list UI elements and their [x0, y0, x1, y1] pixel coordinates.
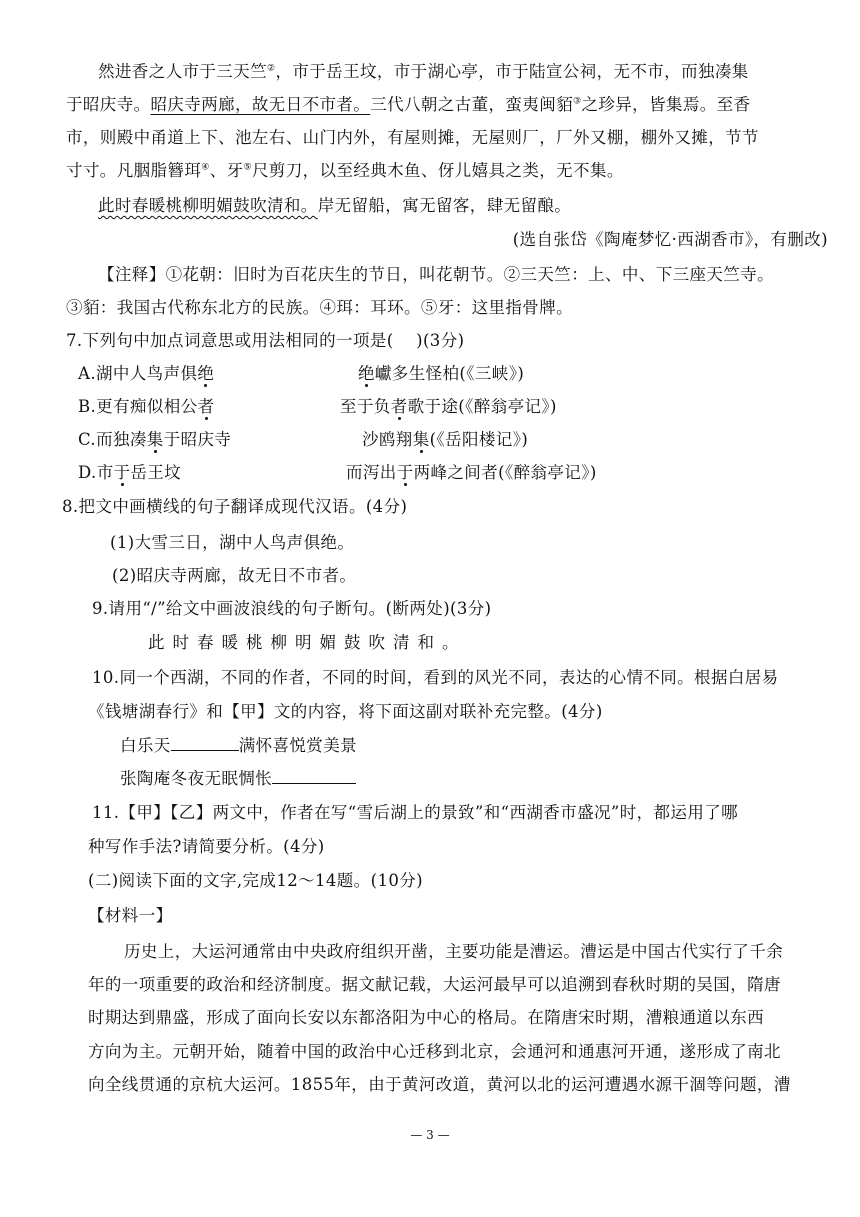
dotted-word: 于 [396, 463, 414, 482]
q7-option-b [78, 395, 214, 419]
passage-text: 岸无留船，寓无留客，肆无留酿。 [317, 196, 572, 215]
option-text: 巘多生怪柏(《三峡》) [374, 364, 525, 383]
passage-line-5 [98, 194, 571, 218]
option-text: 市 [96, 463, 114, 482]
material-para-line-5: 向全线贯通的京杭大运河。1855年，由于黄河改道，黄河以北的运河遭遇水源干涸等问题，漕 [88, 1075, 791, 1094]
couplet-text: 白乐天 [120, 736, 171, 755]
note-marker: ⑤ [243, 162, 252, 173]
passage-line-2 [66, 93, 750, 117]
passage-text: 寸寸。凡胭脂簪珥 [66, 161, 202, 180]
option-text: 两峰之间者(《醉翁亭记》) [413, 463, 597, 482]
dotted-word: 者 [390, 397, 408, 416]
answer-blank[interactable] [171, 734, 239, 751]
question-7-stem: 7.下列句中加点词意思或用法相同的一项是( )(3分) [66, 331, 465, 350]
dotted-word: 集 [146, 430, 164, 449]
question-8-stem: 8.把文中画横线的句子翻译成现代汉语。(4分) [62, 497, 408, 516]
couplet-line-2 [120, 767, 356, 791]
passage-line-4 [66, 159, 624, 183]
option-text: 而独凑 [96, 430, 147, 449]
question-11-stem-2: 种写作手法?请简要分析。(4分) [88, 837, 325, 856]
annotation-line-1: 【注释】①花朝：旧时为百花庆生的节日，叫花朝节。②三天竺：上、中、下三座天竺寺。 [98, 265, 774, 284]
note-marker: ② [267, 63, 276, 74]
question-11-stem-1: 11.【甲】【乙】两文中，作者在写“雪后湖上的景致”和“西湖香市盛况”时，都运用了哪 [92, 803, 739, 822]
passage-text: 尺剪刀，以至经典木鱼、伢儿嬉具之类，无不集。 [251, 161, 624, 180]
option-label: D. [78, 463, 97, 482]
q8-sentence-2: (2)昭庆寺两廊，故无日不市者。 [112, 566, 357, 585]
material-para-line-3: 时期达到鼎盛，形成了面向长安以东都洛阳为中心的格局。在隋唐宋时期，漕粮通道以东西 [88, 1008, 764, 1027]
question-10-stem-1: 10.同一个西湖，不同的作者，不同的时间，看到的风光不同，表达的心情不同。根据白居易 [92, 668, 779, 687]
answer-blank[interactable] [272, 767, 356, 784]
dotted-word: 者 [197, 397, 215, 416]
q7-option-d [78, 461, 181, 485]
page-number: — 3 — [410, 1128, 450, 1142]
option-label: C. [78, 430, 97, 449]
dotted-word: 绝 [358, 364, 375, 383]
question-9-stem: 9.请用“/”给文中画波浪线的句子断句。(断两处)(3分) [92, 599, 492, 618]
option-text: 而泻出 [346, 463, 397, 482]
material-1-heading: 【材料一】 [88, 906, 173, 925]
passage-text: ，市于岳王坟，市于湖心亭，市于陆宣公祠，无不市，而独凑集 [275, 62, 749, 81]
couplet-text: 张陶庵冬夜无眠惆怅 [120, 769, 273, 788]
material-para-line-2: 年的一项重要的政治和经济制度。据文献记载，大运河最早可以追溯到春秋时期的吴国，隋唐 [88, 975, 781, 994]
q7-option-c-compare [362, 428, 528, 452]
dotted-word: 集 [412, 430, 430, 449]
q7-option-d-compare [346, 461, 597, 485]
passage-line-1 [98, 60, 749, 84]
option-text: 至于负 [340, 397, 391, 416]
option-text: 歌于途(《醉翁亭记》) [407, 397, 557, 416]
note-marker: ④ [201, 162, 210, 173]
material-para-line-4: 方向为主。元朝开始，随着中国的政治中心迁移到北京，会通河和通惠河开通，遂形成了南北 [88, 1042, 781, 1061]
passage-source: (选自张岱《陶庵梦忆·西湖香市》，有删改) [512, 230, 828, 249]
material-para-line-1: 历史上，大运河通常由中央政府组织开凿，主要功能是漕运。漕运是中国古代实行了千余 [124, 942, 784, 961]
dotted-word: 绝 [197, 364, 215, 383]
couplet-text: 满怀喜悦赏美景 [238, 736, 358, 755]
option-text: 沙鸥翔 [362, 430, 413, 449]
option-label: B. [78, 397, 97, 416]
couplet-line-1 [120, 734, 357, 758]
option-text: 更有痴似相公 [96, 397, 198, 416]
option-label: A. [78, 364, 96, 383]
section-2-heading: (二)阅读下面的文字,完成12～14题。(10分) [88, 871, 423, 890]
passage-text: 之珍异，皆集焉。至香 [581, 95, 751, 114]
underlined-sentence: 昭庆寺两廊，故无日不市者。 [150, 95, 371, 114]
option-text: 岳王坟 [130, 463, 182, 482]
dotted-word: 于 [113, 463, 131, 482]
q9-sentence: 此时春暖桃柳明媚鼓吹清和。 [148, 633, 467, 652]
option-text: (《岳阳楼记》) [429, 430, 529, 449]
option-text: 于昭庆寺 [163, 430, 232, 449]
option-text: 湖中人鸟声俱 [95, 364, 198, 383]
q7-option-a-compare [358, 362, 524, 386]
passage-text: 、牙 [209, 161, 244, 180]
wavy-sentence: 此时春暖桃柳明媚鼓吹清和。 [98, 196, 318, 215]
passage-line-3 [66, 126, 759, 150]
q7-option-c [78, 428, 231, 452]
annotation-line-2: ③貊：我国古代称东北方的民族。④珥：耳环。⑤牙：这里指骨牌。 [66, 298, 573, 317]
passage-text: 三代八朝之古董，蛮夷闽貊 [370, 95, 574, 114]
passage-text: 于昭庆寺。 [66, 95, 151, 114]
note-marker: ③ [573, 96, 582, 107]
q8-sentence-1: (1)大雪三日，湖中人鸟声俱绝。 [110, 533, 355, 552]
q7-option-b-compare [340, 395, 557, 419]
passage-text: 市，则殿中甬道上下、池左右、山门内外，有屋则摊，无屋则厂，厂外又棚，棚外又摊，节节 [66, 128, 759, 147]
passage-text: 然进香之人市于三天竺 [98, 62, 267, 81]
question-10-stem-2: 《钱塘湖春行》和【甲】文的内容，将下面这副对联补充完整。(4分) [88, 702, 603, 721]
q7-option-a [78, 362, 214, 386]
